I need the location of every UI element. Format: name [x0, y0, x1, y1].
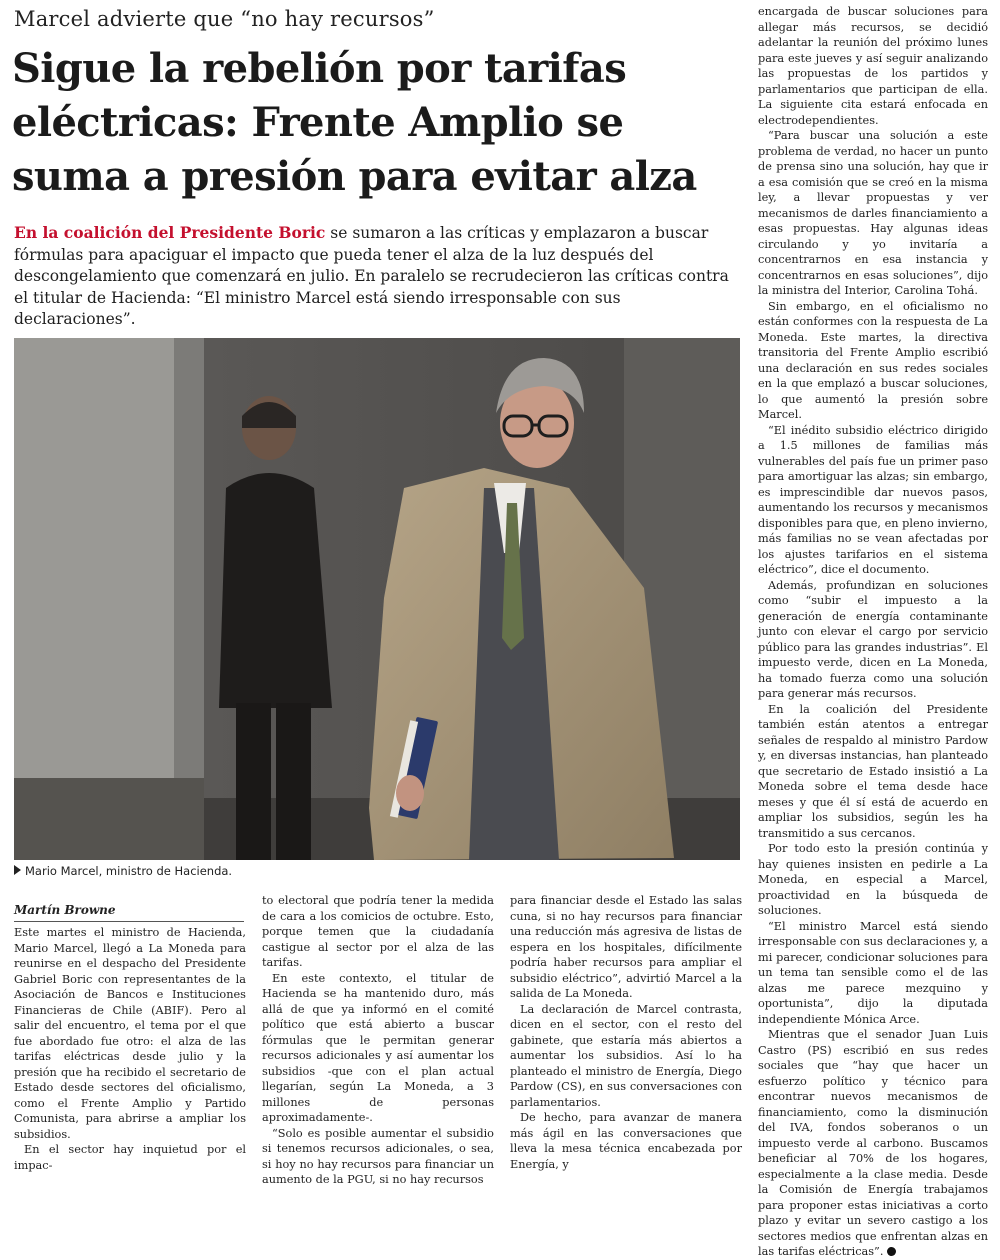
lede-text: se sumaron a las críticas y emplazaron a buscar fórmulas para apaciguar el impacto que pueda tener el alza de la luz después del descongelamiento que comenzará en julio. En paralelo se recrudecieron las críticas contra el titular de Hacienda: “El ministro Marcel está siendo irresponsable con sus declaraciones”. [14, 224, 729, 328]
paragraph: Este martes el ministro de Hacienda, Mario Marcel, llegó a La Moneda para reunirse en el despacho del Presidente Gabriel Boric con representantes de la Asociación de Bancos e Instituciones Financieras de Chile (ABIF). Pero al salir del encuentro, el tema por el que fue abordado fue otro: el alza de las tarifas eléctricas desde julio y la presión que ha recibido el secretario de Estado desde sectores del oficialismo, como el Frente Amplio y Partido Comunista, para abrirse a ampliar los subsidios. [14, 926, 246, 1141]
photo-illustration [14, 338, 740, 860]
paragraph-last [758, 1027, 988, 1260]
paragraph: “El inédito subsidio eléctrico dirigido a 1.5 millones de familias más vulnerables del país fue un primer paso para amortiguar las alzas; sin embargo, es imprescindible dar nuevos pasos, aumentando los recursos y mecanismos disponibles para que, en pleno invierno, más familias no se vean afectadas por los ajustes tarifarios en el sistema eléctrico”, dice el documento. [758, 423, 988, 576]
photo-caption [14, 863, 734, 879]
paragraph: para financiar desde el Estado las salas cuna, si no hay recursos para financiar una reducción más agresiva de listas de espera en los hospitales, difícilmente podría haber recursos para ampliar el subsidio eléctrico”, advirtió Marcel a la salida de La Moneda. [510, 894, 742, 1000]
paragraph-last-text: Mientras que el senador Juan Luis Castro (PS) escribió en sus redes sociales que “hay que hacer un esfuerzo político y técnico para encontrar nuevos mecanismos de financiamiento, como la disminución del IVA, fondos soberanos o un impuesto verde al carbono. Buscamos beneficiar al 70% de los hogares, especialmente a la clase media. Desde la Comisión de Energía trabajamos para proponer estas iniciativas a corto plazo y evitar un severo castigo a los sectores medios que enfrentan alzas en las tarifas eléctricas”. [758, 1028, 988, 1258]
paragraph: to electoral que podría tener la medida de cara a los comicios de octubre. Esto, porque temen que la ciudadanía castigue al sector por el alza de las tarifas. [262, 894, 494, 969]
paragraph: Además, profundizan en soluciones como “subir el impuesto a la generación de energía contaminante junto con elevar el cargo por servicio público para las grandes industrias”. El impuesto verde, dicen en La Moneda, ha tomado fuerza como una solución para generar más recursos. [758, 578, 988, 700]
byline: Martín Browne [14, 902, 244, 922]
body-column-2 [262, 893, 494, 1186]
paragraph: De hecho, para avanzar de manera más ágil en las conversaciones que lleva la mesa técnica encabezada por Energía, y [510, 1111, 742, 1171]
paragraph: La declaración de Marcel contrasta, dicen en el sector, con el resto del gabinete, que estaría más abiertos a aumentar los subsidios. Así lo ha planteado el ministro de Energía, Diego Pardow (CS), en sus conversaciones con parlamentarios. [510, 1002, 742, 1109]
paragraph: En este contexto, el titular de Hacienda se ha mantenido duro, más allá de que ya informó en el comité político que está abierto a buscar fórmulas que le permitan generar recursos adicionales y así aumentar los subsidios -que con el plan actual llegarían, según La Moneda, a 3 millones de personas aproximadamente-. [262, 971, 494, 1124]
paragraph: “Solo es posible aumentar el subsidio si tenemos recursos adicionales, o sea, si hoy no hay recursos para financiar un aumento de la PGU, si no hay recursos [262, 1126, 494, 1186]
paragraph: “Para buscar una solución a este problema de verdad, no hacer un punto de prensa sino una solución, hay que ir a esa comisión que se creó en la misma ley, a llevar propuestas y ver mecanismos de darles financiamiento a esas propuestas. Hay algunas ideas circulando y yo invitaría a concentrarnos en esa instancia y concentrarnos en esas soluciones”, dijo la ministra del Interior, Carolina Tohá. [758, 129, 988, 297]
lede [14, 222, 736, 331]
paragraph: Sin embargo, en el oficialismo no están conformes con la respuesta de La Moneda. Este martes, la directiva transitoria del Frente Amplio escribió una declaración en sus redes sociales en la que emplazó a buscar soluciones, lo que aumentó la presión sobre Marcel. [758, 299, 988, 421]
body-column-1 [14, 925, 246, 1172]
article-photo [14, 338, 740, 860]
lede-accent: En la coalición del Presidente Boric [14, 223, 326, 242]
paragraph: Por todo esto la presión continúa y hay quienes insisten en pedirle a La Moneda, en especial a Marcel, proactividad en la búsqueda de soluciones. [758, 842, 988, 917]
paragraph: “El ministro Marcel está siendo irresponsable con sus declaraciones y, a mi parecer, condicionar soluciones para un tema tan sensible como el de las alzas me parece mezquino y oportunista”, dijo la diputada independiente Mónica Arce. [758, 919, 988, 1026]
end-mark-icon [887, 1247, 896, 1256]
paragraph: En el sector hay inquietud por el impac- [14, 1143, 246, 1172]
body-column-3 [510, 893, 742, 1171]
kicker: Marcel advierte que “no hay recursos” [14, 7, 435, 31]
caption-arrow-icon [14, 865, 21, 875]
paragraph: encargada de buscar soluciones para allegar más recursos, se decidió adelantar la reunión del próximo lunes para este jueves y así seguir analizando las propuestas de los partidos y parlamentarios que participan de ella. La siguiente cita estará enfocada en electrodependientes. [758, 5, 988, 127]
headline: Sigue la rebelión por tarifas eléctricas: Frente Amplio se suma a presión para evitar alza [12, 45, 697, 200]
caption-text: Mario Marcel, ministro de Hacienda. [25, 864, 233, 878]
body-column-4 [758, 4, 988, 1258]
paragraph: En la coalición del Presidente también están atentos a entregar señales de respaldo al ministro Pardow y, en diversas instancias, han planteado que secretario de Estado insistió a La Moneda sobre el tema desde hace meses y que él sí está de acuerdo en ampliar los subsidios, según les ha transmitido a sus cercanos. [758, 702, 988, 840]
